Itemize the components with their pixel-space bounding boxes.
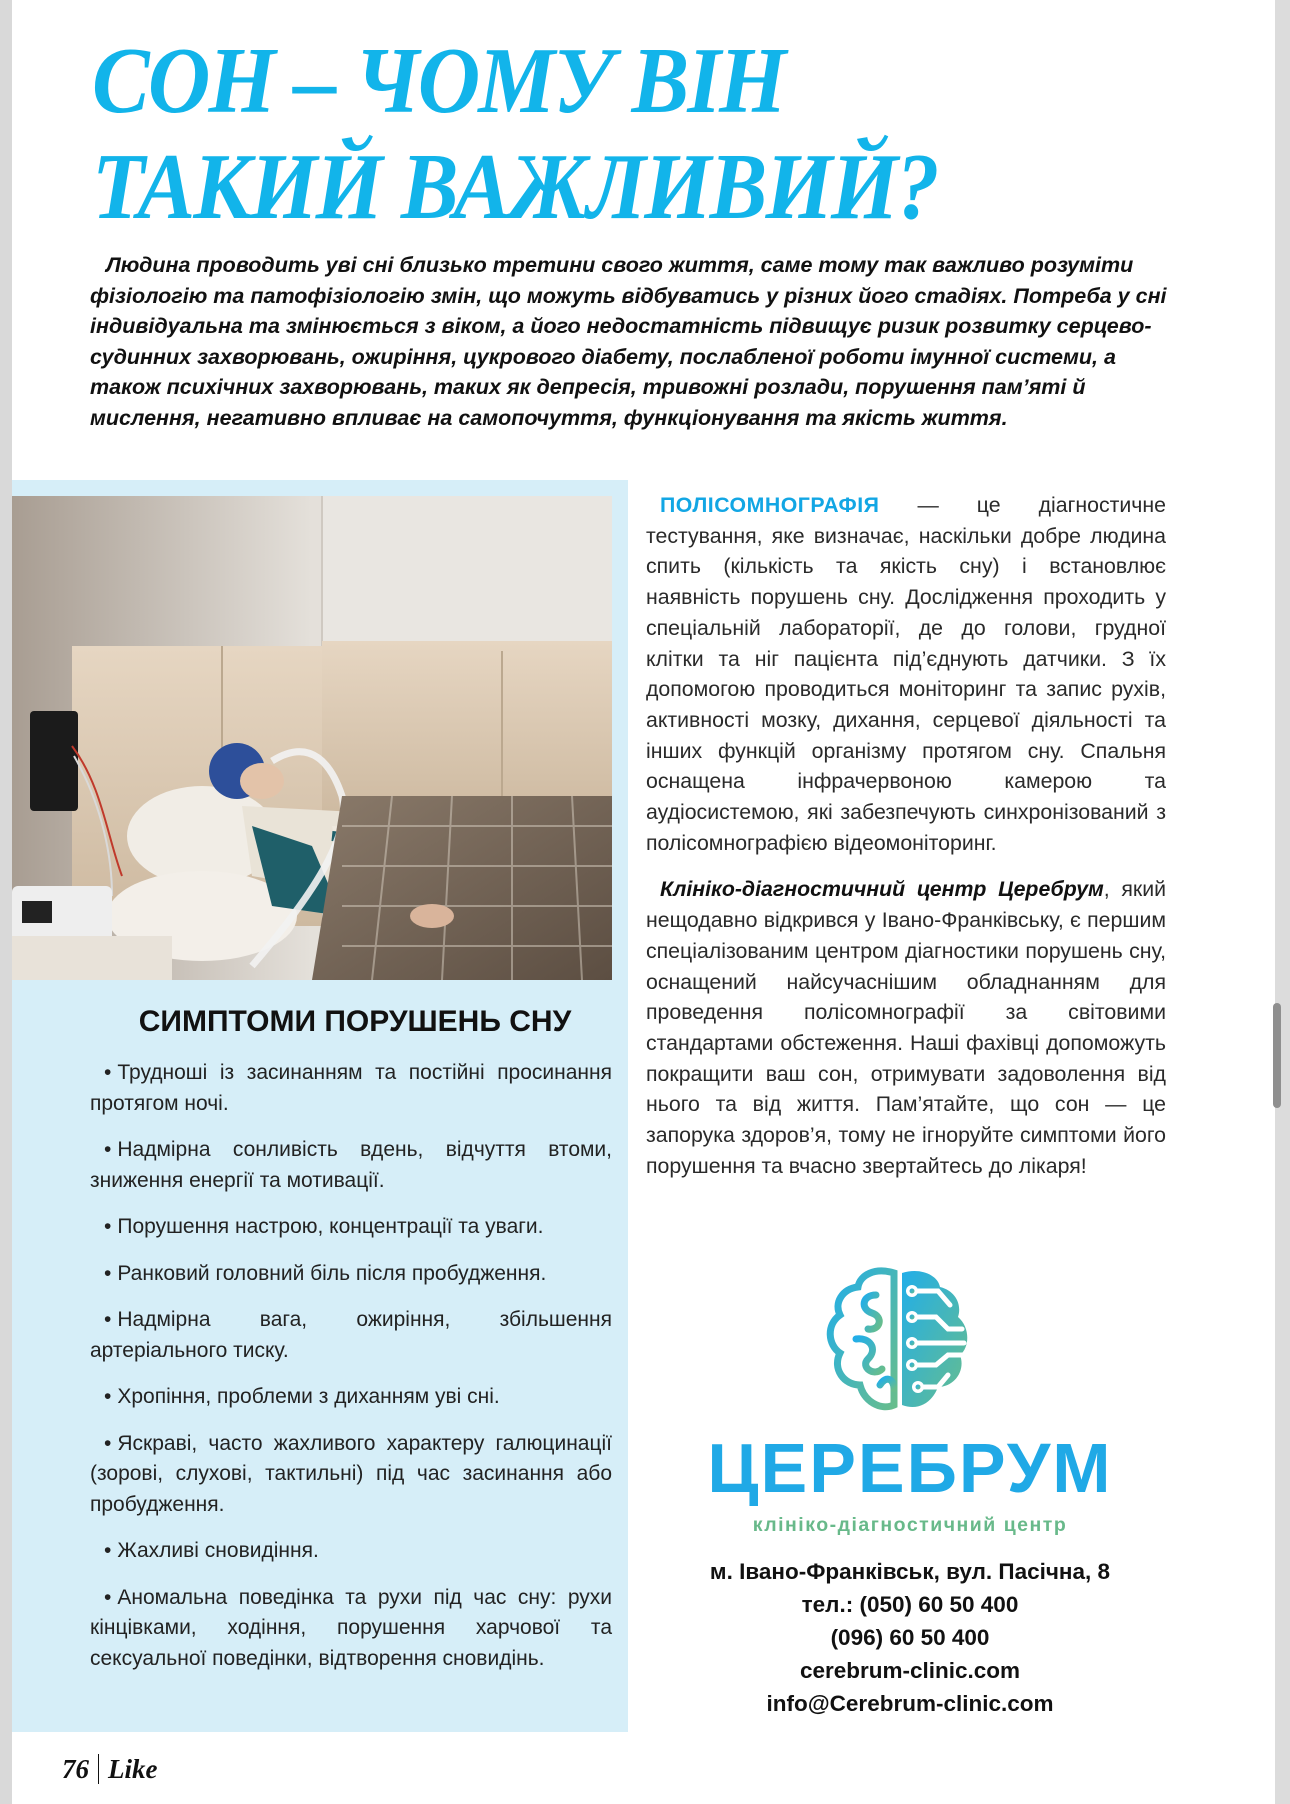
phone-primary: тел.: (050) 60 50 400 [801,1592,1019,1617]
brand-name: ЦЕРЕБРУМ [707,1429,1113,1507]
polysomnography-paragraph [646,490,1166,858]
symptom-item [90,1212,612,1243]
bullet-icon: • [104,1308,112,1331]
symptoms-list [90,1058,612,1690]
bullet-icon: • [104,1431,112,1455]
symptom-text: Аномальна поведінка та рухи під час сну: рухи кінцівками, ходіння, порушення харчової та сексуальної поведінки, відтворення сновидінь. [90,1585,612,1670]
bullet-icon: • [104,1138,112,1161]
clinic-text: , який нещодавно відкрився у Івано-Франківську, є першим спеціалізованим центром діагностики порушень сну, оснащений найсучаснішим обладнанням для проведення полісомнографії за світовими стандартами обстеження. Наші фахівці допоможуть покращити ваш сон, отримувати задоволення від нього та від життя. Пам’ятайте, що сон — це запорука здоров’я, тому не ігноруйте симптоми його порушення та вчасно звертайтесь до лікаря! [646,877,1166,1178]
symptom-text: Трудноші із засинанням та постійні просинання протягом ночі. [90,1061,612,1115]
clinic-name: Клініко-діагностичний центр Церебрум [660,877,1104,902]
symptom-text: Порушення настрою, концентрації та уваги. [117,1215,544,1238]
article-title [92,28,938,240]
scrollbar-thumb[interactable] [1273,1003,1281,1108]
website-link[interactable]: cerebrum-clinic.com [799,1658,1021,1683]
page-footer [62,1753,157,1785]
symptom-text: Ранковий головний біль після пробудження. [117,1261,547,1285]
bullet-icon: • [104,1385,112,1408]
symptom-item [90,1305,612,1366]
sleep-study-photo [12,496,612,980]
clinic-paragraph [646,874,1166,1181]
symptom-text: Надмірна сонливість вдень, відчуття втоми, зниження енергії та мотивації. [90,1138,612,1192]
symptom-item [90,1382,612,1413]
symptom-item [90,1135,612,1196]
symptom-text: Хропіння, проблеми з диханням уві сні. [117,1385,500,1408]
brand-subtitle: клініко-діагностичний центр [752,1514,1068,1536]
symptom-text: Жахливі сновидіння. [117,1539,319,1562]
bullet-icon: • [104,1061,112,1084]
polysomnography-text: — це діагностичне тестування, яке визначає, наскільки добре людина спить (кількість та якість сну) і встановлює наявність порушень сну. Дослідження проходить у спеціальній лабораторії, де до голови, грудної клітки та ніг пацієнта під’єднують датчики. З їх допомогою проводиться моніторинг та запис рухів, активності мозку, дихання, серцевої діяльності та інших функцій організму протягом сну. Спальня оснащена інфрачервоною камерою та аудіосистемою, які забезпечують синхронізований з полісомнографією відеомоніторинг. [646,493,1166,855]
photo-illustration [12,496,612,980]
footer-divider [98,1754,99,1784]
polysomnography-term: ПОЛІСОМНОГРАФІЯ [660,493,880,517]
symptom-item [90,1583,612,1675]
right-column [646,490,1166,1197]
lead-text: Людина проводить уві сні близько третини свого життя, саме тому так важливо розуміти фізіологію та патофізіологію змін, що можуть відбуватись у різних його стадіях. Потреба у сні індивідуальна та змінюється з віком, а його недостатність підвищує ризик розвитку серцево-судинних захворювань, ожиріння, цукрового діабету, послабленої роботи імунної системи, а також психічних захворювань, таких як депресія, тривожні розлади, порушення пам’яті й мислення, негативно впливає на самопочуття, функціонування та якість життя. [90,253,1167,430]
contact-block [660,1555,1160,1720]
brain-circuit-icon [820,1265,980,1420]
page-number: 76 [62,1754,89,1784]
symptoms-title: СИМПТОМИ ПОРУШЕНЬ СНУ [138,1005,572,1038]
bullet-icon: • [104,1261,112,1285]
title-line-2: ТАКИЙ ВАЖЛИВИЙ? [92,135,938,239]
viewer-edge [1275,0,1290,1804]
address: м. Івано-Франківськ, вул. Пасічна, 8 [709,1559,1111,1584]
symptom-item [90,1429,612,1521]
phone-secondary: (096) 60 50 400 [830,1625,990,1650]
bullet-icon: • [104,1215,112,1238]
symptom-item [90,1058,612,1119]
magazine-name: Like [108,1754,158,1784]
symptom-item [90,1259,612,1290]
email-link[interactable]: info@Cerebrum-clinic.com [766,1691,1054,1716]
bullet-icon: • [104,1539,112,1562]
article-lead [90,250,1170,433]
symptom-item [90,1536,612,1567]
title-line-1: СОН – ЧОМУ ВІН [92,29,785,133]
symptom-text: Надмірна вага, ожиріння, збільшення артеріального тиску. [90,1308,612,1362]
bullet-icon: • [104,1585,112,1609]
symptom-text: Яскраві, часто жахливого характеру галюцинації (зорові, слухові, тактильні) під час засинання або пробудження. [90,1431,612,1516]
